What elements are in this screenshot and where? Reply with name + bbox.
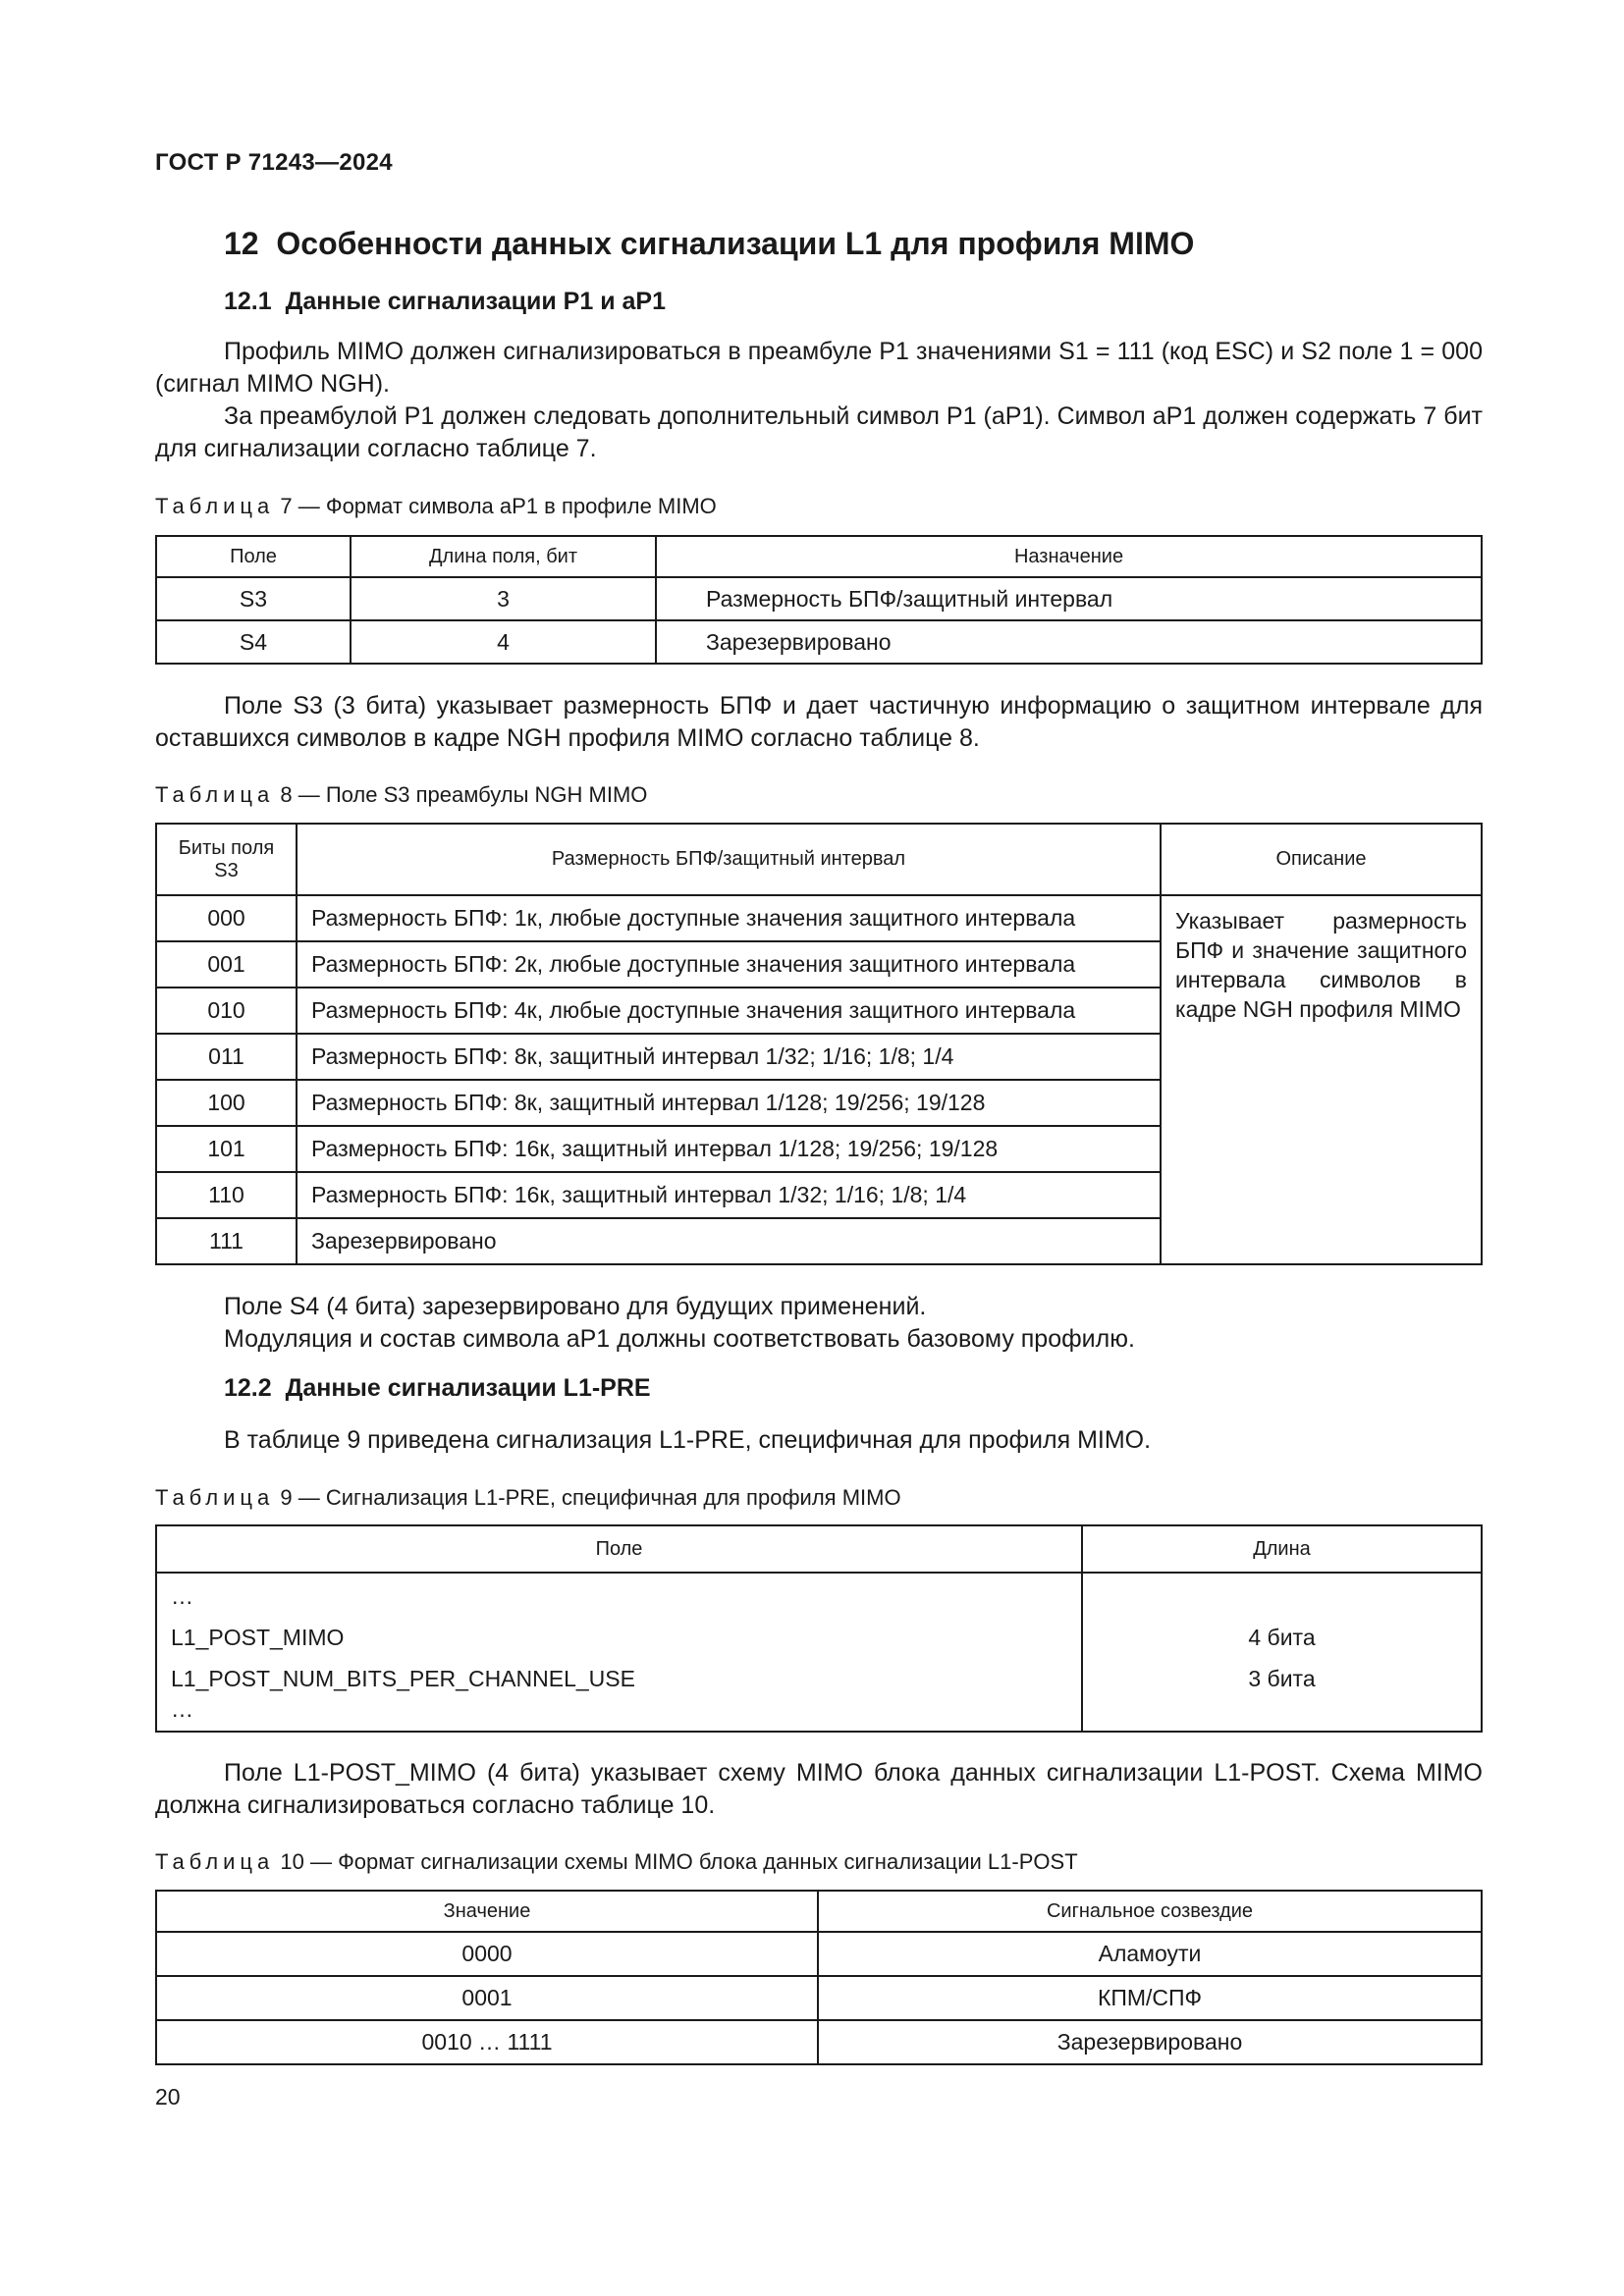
subsection-title: Данные сигнализации Р1 и аР1 xyxy=(285,288,667,315)
table-9 xyxy=(155,1524,1483,1733)
paragraph: Модуляция и состав символа аР1 должны соответствовать базовому профилю. xyxy=(224,1325,1135,1353)
description-cell: Указывает размерность БПФ и значение защитного интервала символов в кадре NGH профиля MIMO xyxy=(1161,895,1482,1264)
paragraph: В таблице 9 приведена сигнализация L1-PRE, специфичная для профиля MIMO. xyxy=(224,1426,1152,1454)
table-7-followup-text xyxy=(155,690,1483,755)
table-row xyxy=(156,2020,1482,2064)
table-cell: Размерность БПФ: 8к, защитный интервал 1/128; 19/256; 19/128 xyxy=(297,1080,1161,1126)
length-value xyxy=(1097,1575,1467,1617)
table-row xyxy=(156,1932,1482,1976)
table-header-cell: Биты поля S3 xyxy=(156,824,297,895)
table-cell: 100 xyxy=(156,1080,297,1126)
table-row xyxy=(156,895,1482,941)
subsection-heading-12-1 xyxy=(224,288,666,316)
table-header-cell: Сигнальное созвездие xyxy=(818,1891,1482,1932)
table-cell: 001 xyxy=(156,941,297,988)
field-ellipsis: … xyxy=(171,1583,193,1609)
table-caption-9: Таблица 9 — Сигнализация L1-PRE, специфичная для профиля MIMO xyxy=(155,1485,901,1510)
table-8 xyxy=(155,823,1483,1265)
table-caption-10: Таблица 10 — Формат сигнализации схемы MIMO блока данных сигнализации L1-POST xyxy=(155,1849,1078,1874)
table-cell: Размерность БПФ: 4к, любые доступные значения защитного интервала xyxy=(297,988,1161,1034)
field-name: L1_POST_MIMO xyxy=(171,1625,345,1650)
table-cell: Зарезервировано xyxy=(818,2020,1482,2064)
table-header-cell: Значение xyxy=(156,1891,818,1932)
paragraph: За преамбулой Р1 должен следовать дополнительный символ Р1 (аР1). Символ аР1 должен содержать 7 бит для сигнализации согласно таблице 7. xyxy=(155,402,1483,462)
table-row xyxy=(156,620,1482,664)
table-header-cell: Поле xyxy=(156,1525,1082,1573)
table-cell: 011 xyxy=(156,1034,297,1080)
page-number: 20 xyxy=(155,2084,181,2109)
table-header-cell: Длина xyxy=(1082,1525,1482,1573)
table-header-cell: Описание xyxy=(1161,824,1482,895)
paragraph: Поле L1-POST_MIMO (4 бита) указывает схему MIMO блока данных сигнализации L1-POST. Схема MIMO должна сигнализироваться согласно таблице 10. xyxy=(155,1759,1483,1819)
length-value: 4 бита xyxy=(1248,1625,1316,1650)
table-cell: Аламоути xyxy=(818,1932,1482,1976)
subsection-12-1-text xyxy=(155,336,1483,465)
table-cell: 3 xyxy=(351,577,656,620)
subsection-number: 12.2 xyxy=(224,1374,272,1402)
section-heading xyxy=(224,226,1194,262)
table-cell: 0010 … 1111 xyxy=(156,2020,818,2064)
table-cell: 111 xyxy=(156,1218,297,1264)
table-cell: КПМ/СПФ xyxy=(818,1976,1482,2020)
section-number: 12 xyxy=(224,226,259,261)
table-cell: 010 xyxy=(156,988,297,1034)
table-cell: Размерность БПФ: 2к, любые доступные значения защитного интервала xyxy=(297,941,1161,988)
table-cell: 000 xyxy=(156,895,297,941)
field-name: L1_POST_NUM_BITS_PER_CHANNEL_USE xyxy=(171,1666,635,1691)
table-cell: Размерность БПФ/защитный интервал xyxy=(656,577,1482,620)
table-cell: 0001 xyxy=(156,1976,818,2020)
table-cell: S3 xyxy=(156,577,351,620)
field-list-cell xyxy=(156,1573,1082,1732)
table-cell: Размерность БПФ: 1к, любые доступные значения защитного интервала xyxy=(297,895,1161,941)
table-cell: Зарезервировано xyxy=(656,620,1482,664)
table-cell: 110 xyxy=(156,1172,297,1218)
length-value: 3 бита xyxy=(1248,1666,1316,1691)
table-header-cell: Длина поля, бит xyxy=(351,536,656,577)
table-8-followup-text xyxy=(155,1291,1483,1356)
table-row xyxy=(156,1573,1482,1732)
table-caption-8: Таблица 8 — Поле S3 преамбулы NGH MIMO xyxy=(155,782,648,807)
table-cell: 4 xyxy=(351,620,656,664)
table-cell: Размерность БПФ: 16к, защитный интервал 1/32; 1/16; 1/8; 1/4 xyxy=(297,1172,1161,1218)
paragraph: Поле S4 (4 бита) зарезервировано для будущих применений. xyxy=(224,1293,927,1320)
field-ellipsis: … xyxy=(171,1696,193,1722)
table-cell: 101 xyxy=(156,1126,297,1172)
table-10 xyxy=(155,1890,1483,2065)
subsection-heading-12-2 xyxy=(224,1374,651,1403)
section-title: Особенности данных сигнализации L1 для профиля MIMO xyxy=(276,226,1195,261)
subsection-title: Данные сигнализации L1-PRE xyxy=(285,1374,651,1402)
table-cell: 0000 xyxy=(156,1932,818,1976)
subsection-number: 12.1 xyxy=(224,288,272,315)
table-9-followup-text xyxy=(155,1757,1483,1822)
table-header-cell: Размерность БПФ/защитный интервал xyxy=(297,824,1161,895)
subsection-12-2-text xyxy=(155,1424,1483,1457)
paragraph: Поле S3 (3 бита) указывает размерность БПФ и дает частичную информацию о защитном интервале для оставшихся символов в кадре NGH профиля MIMO согласно таблице 8. xyxy=(155,692,1483,752)
table-header-cell: Поле xyxy=(156,536,351,577)
table-row xyxy=(156,1976,1482,2020)
table-7 xyxy=(155,535,1483,665)
table-caption-7: Таблица 7 — Формат символа аР1 в профиле MIMO xyxy=(155,494,717,518)
table-cell: S4 xyxy=(156,620,351,664)
length-list-cell xyxy=(1082,1573,1482,1732)
table-cell: Размерность БПФ: 8к, защитный интервал 1/32; 1/16; 1/8; 1/4 xyxy=(297,1034,1161,1080)
paragraph: Профиль MIMO должен сигнализироваться в преамбуле Р1 значениями S1 = 111 (код ESC) и S2 поле 1 = 000 (сигнал MIMO NGH). xyxy=(155,338,1483,398)
document-header: ГОСТ Р 71243—2024 xyxy=(155,149,393,176)
table-cell: Размерность БПФ: 16к, защитный интервал 1/128; 19/256; 19/128 xyxy=(297,1126,1161,1172)
length-value xyxy=(1097,1699,1467,1729)
table-cell: Зарезервировано xyxy=(297,1218,1161,1264)
table-header-cell: Назначение xyxy=(656,536,1482,577)
table-row xyxy=(156,577,1482,620)
